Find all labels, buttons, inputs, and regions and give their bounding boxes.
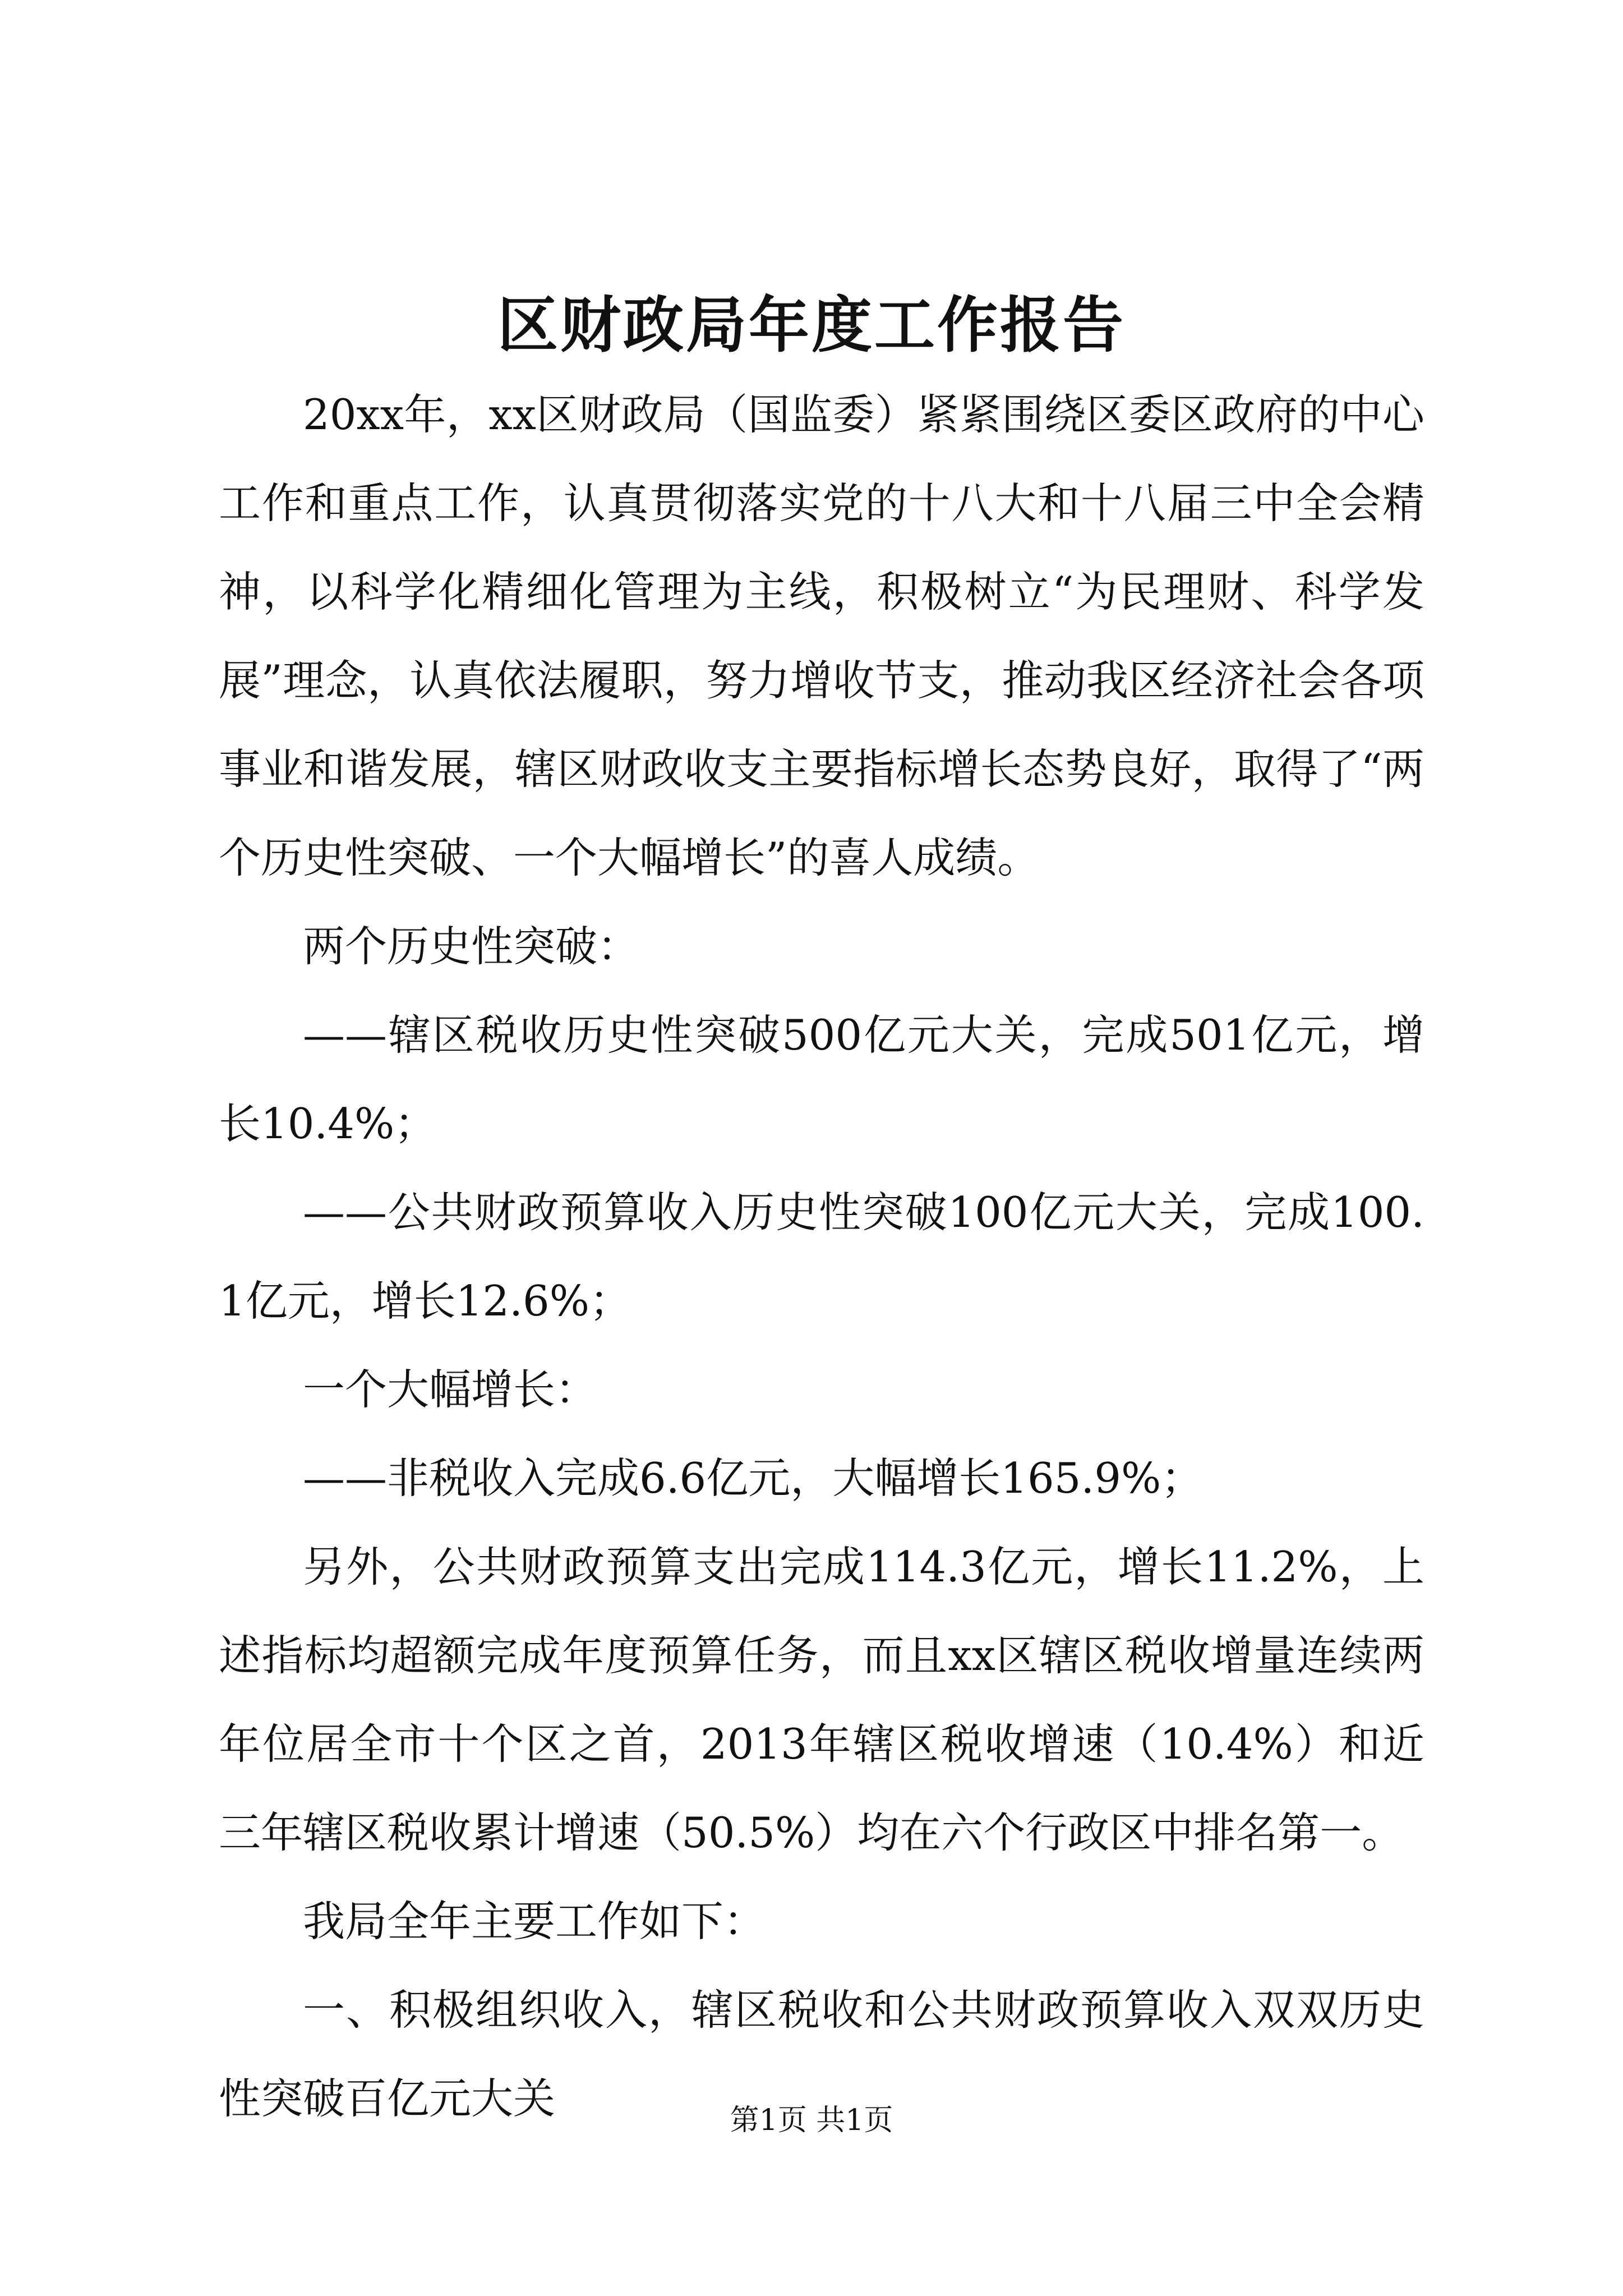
paragraph-budget-revenue-breakthrough: ——公共财政预算收入历史性突破100亿元大关，完成100.1亿元，增长12.6%； [219, 1188, 1424, 1326]
document-title: 区财政局年度工作报告 [497, 290, 1126, 361]
paragraph-section-one-heading: 一、积极组织收入，辖区税收和公共财政预算收入双双历史性突破百亿元大关 [219, 1985, 1424, 2123]
document-body [219, 370, 1424, 2143]
paragraph-growth-heading: 一个大幅增长： [303, 1365, 598, 1414]
paragraph-expenditure-summary: 另外，公共财政预算支出完成114.3亿元，增长11.2%，上述指标均超额完成年度预算任务，而且xx区辖区税收增量连续两年位居全市十个区之首，2013年辖区税收增速（10.4%）和近三年辖区税收累计增速（50.5%）均在六个行政区中排名第一。 [219, 1542, 1424, 1857]
paragraph-main-work-intro: 我局全年主要工作如下： [303, 1897, 766, 1946]
paragraph-intro: 20xx年，xx区财政局（国监委）紧紧围绕区委区政府的中心工作和重点工作，认真贯彻落实党的十八大和十八届三中全会精神，以科学化精细化管理为主线，积极树立“为民理财、科学发展”理念，认真依法履职，努力增收节支，推动我区经济社会各项事业和谐发展，辖区财政收支主要指标增长态势良好，取得了“两个历史性突破、一个大幅增长”的喜人成绩。 [219, 390, 1424, 882]
paragraph-two-breakthroughs-heading: 两个历史性突破： [303, 922, 640, 971]
page-footer: 第1页 共1页 [730, 2104, 893, 2137]
paragraph-non-tax-growth: ——非税收入完成6.6亿元，大幅增长165.9%； [303, 1453, 1204, 1503]
paragraph-tax-breakthrough: ——辖区税收历史性突破500亿元大关，完成501亿元，增长10.4%； [219, 1010, 1424, 1148]
